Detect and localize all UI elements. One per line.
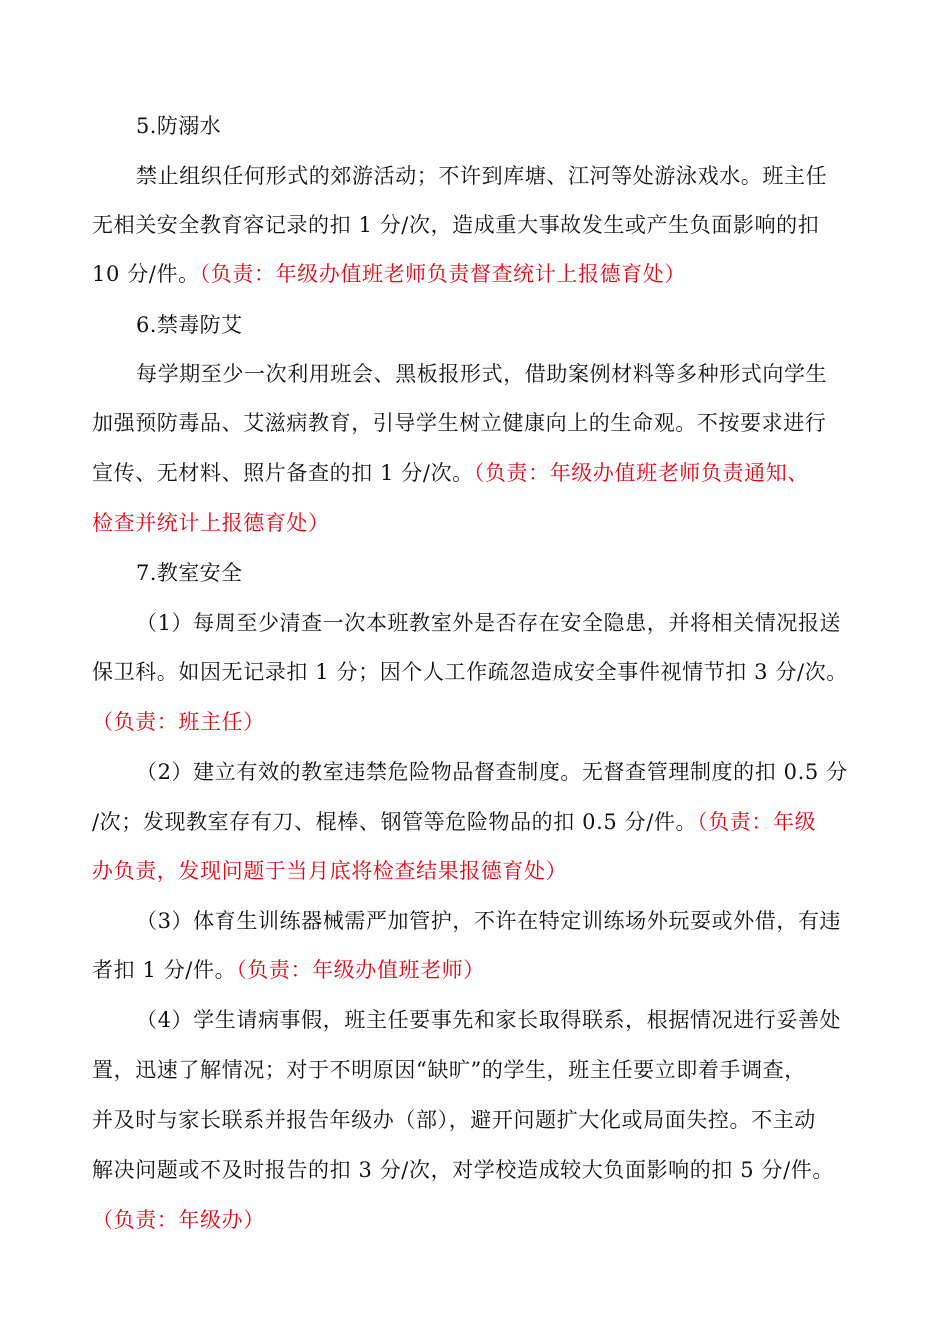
line-text: 者扣 1 分/件。 <box>92 958 237 982</box>
paragraph-line <box>92 810 816 834</box>
section-heading: 5.防溺水 <box>136 114 222 138</box>
paragraph-line: 加强预防毒品、艾滋病教育，引导学生树立健康向上的生命观。不按要求进行 <box>92 411 827 435</box>
paragraph-line: （4）学生请病事假，班主任要事先和家长取得联系，根据情况进行妥善处 <box>136 1008 842 1032</box>
paragraph-line: 禁止组织任何形式的郊游活动；不许到库塘、江河等处游泳戏水。班主任 <box>136 164 828 188</box>
paragraph-line: 无相关安全教育容记录的扣 1 分/次，造成重大事故发生或产生负面影响的扣 <box>92 213 820 237</box>
section-heading: 7.教室安全 <box>136 561 243 585</box>
responsibility-note: 办负责，发现问题于当月底将检查结果报德育处） <box>92 859 568 883</box>
paragraph-line <box>92 262 686 286</box>
paragraph-line: 保卫科。如因无记录扣 1 分；因个人工作疏忽造成安全事件视情节扣 3 分/次。 <box>92 660 848 684</box>
paragraph-line <box>92 710 265 734</box>
paragraph-line <box>92 461 809 485</box>
paragraph-line <box>92 511 330 535</box>
paragraph-line: （1）每周至少清查一次本班教室外是否存在安全隐患，并将相关情况报送 <box>136 611 842 635</box>
paragraph-line: 每学期至少一次利用班会、黑板报形式，借助案例材料等多种形式向学生 <box>136 362 828 386</box>
responsibility-note: （负责：年级办） <box>92 1208 265 1232</box>
paragraph-line: 置，迅速了解情况；对于不明原因“缺旷”的学生，班主任要立即着手调查， <box>92 1058 806 1082</box>
responsibility-note: （负责：年级办值班老师） <box>236 958 485 982</box>
responsibility-note: （负责：年级办值班老师负责通知、 <box>473 461 809 485</box>
responsibility-note: （负责：年级 <box>697 810 817 834</box>
responsibility-note: 检查并统计上报德育处） <box>92 511 330 535</box>
line-text: 宣传、无材料、照片备查的扣 1 分/次。 <box>92 461 474 485</box>
section-heading: 6.禁毒防艾 <box>136 313 243 337</box>
line-text: 10 分/件。 <box>92 262 200 286</box>
line-text: /次；发现教室存有刀、棍棒、钢管等危险物品的扣 0.5 分/件。 <box>92 810 698 834</box>
paragraph-line: （3）体育生训练器械需严加管护，不许在特定训练场外玩耍或外借，有违 <box>136 909 842 933</box>
paragraph-line <box>92 859 567 883</box>
paragraph-line: 并及时与家长联系并报告年级办（部），避开问题扩大化或局面失控。不主动 <box>92 1108 816 1132</box>
responsibility-note: （负责：班主任） <box>92 710 265 734</box>
paragraph-line: （2）建立有效的教室违禁危险物品督查制度。无督查管理制度的扣 0.5 分 <box>136 760 848 784</box>
responsibility-note: （负责：年级办值班老师负责督查统计上报德育处） <box>199 262 686 286</box>
paragraph-line <box>92 958 485 982</box>
paragraph-line <box>92 1208 265 1232</box>
paragraph-line: 解决问题或不及时报告的扣 3 分/次，对学校造成较大负面影响的扣 5 分/件。 <box>92 1158 834 1182</box>
